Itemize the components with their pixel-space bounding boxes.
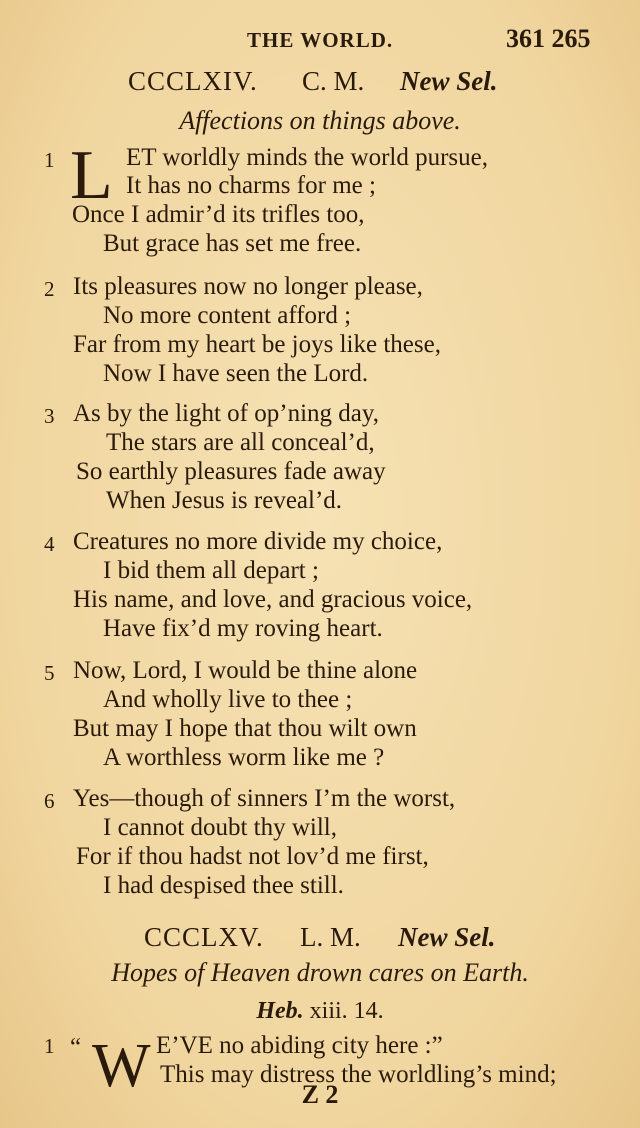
- verse-line: But grace has set me free.: [103, 230, 362, 257]
- verse-line: As by the light of op’ning day,: [73, 400, 379, 427]
- verse-line: So earthly pleasures fade away: [76, 458, 386, 485]
- stanza-number: 6: [44, 789, 55, 813]
- verse-line: Creatures no more divide my choice,: [73, 528, 443, 555]
- verse-line: Now, Lord, I would be thine alone: [73, 657, 418, 684]
- verse-line: Once I admir’d its trifles too,: [72, 201, 365, 228]
- verse-line: The stars are all conceal’d,: [106, 429, 375, 456]
- verse-line: It has no charms for me ;: [126, 172, 376, 199]
- stanza-number: 2: [44, 277, 55, 301]
- hymn-tune: New Sel.: [400, 66, 498, 96]
- stanza-number: 1: [44, 1034, 55, 1058]
- verse-line: Now I have seen the Lord.: [103, 360, 369, 387]
- page-number: 361 265: [506, 24, 591, 53]
- verse-line: I had despised thee still.: [103, 872, 344, 899]
- hymn-subtitle: Hopes of Heaven drown cares on Earth.: [111, 958, 529, 987]
- reference-book: Heb.: [256, 998, 304, 1024]
- verse-line: And wholly live to thee ;: [103, 686, 353, 713]
- reference-chapter-verse: xiii. 14.: [309, 998, 384, 1024]
- verse-line: His name, and love, and gracious voice,: [73, 586, 473, 613]
- verse-line: A worthless worm like me ?: [103, 744, 385, 771]
- stanza-number: 3: [44, 404, 55, 428]
- verse-line: I cannot doubt thy will,: [103, 814, 337, 841]
- verse-line: ET worldly minds the world pursue,: [126, 144, 488, 171]
- verse-line: Yes—though of sinners I’m the worst,: [73, 785, 456, 812]
- verse-line: When Jesus is reveal’d.: [106, 487, 343, 514]
- verse-line: For if thou hadst not lov’d me first,: [76, 843, 429, 870]
- hymn-meter: C. M.: [302, 66, 365, 96]
- stanza-number: 1: [44, 148, 55, 172]
- hymn-number: CCCLXV.: [144, 922, 264, 952]
- hymn-number: CCCLXIV.: [128, 66, 258, 96]
- drop-cap: W: [92, 1032, 151, 1100]
- hymn-meter: L. M.: [300, 922, 361, 952]
- running-head-title: THE WORLD.: [247, 28, 394, 52]
- verse-line: E’VE no abiding city here :”: [156, 1032, 443, 1059]
- open-quote: “: [70, 1034, 82, 1061]
- stanza-number: 4: [44, 532, 55, 556]
- signature-mark: Z 2: [301, 1080, 339, 1109]
- running-head: [0, 24, 640, 60]
- verse-line: This may distress the worldling’s mind;: [160, 1061, 557, 1088]
- hymn-tune: New Sel.: [398, 922, 496, 952]
- hymn-subtitle: Affections on things above.: [179, 106, 461, 135]
- verse-line: Its pleasures now no longer please,: [73, 273, 423, 300]
- stanza-number: 5: [44, 661, 55, 685]
- verse-line: Have fix’d my roving heart.: [103, 615, 383, 642]
- verse-line: Far from my heart be joys like these,: [73, 331, 441, 358]
- verse-line: I bid them all depart ;: [103, 557, 319, 584]
- scripture-reference: [0, 998, 640, 1025]
- verse-line: No more content afford ;: [103, 302, 352, 329]
- drop-cap: L: [70, 137, 113, 214]
- verse-line: But may I hope that thou wilt own: [73, 715, 417, 742]
